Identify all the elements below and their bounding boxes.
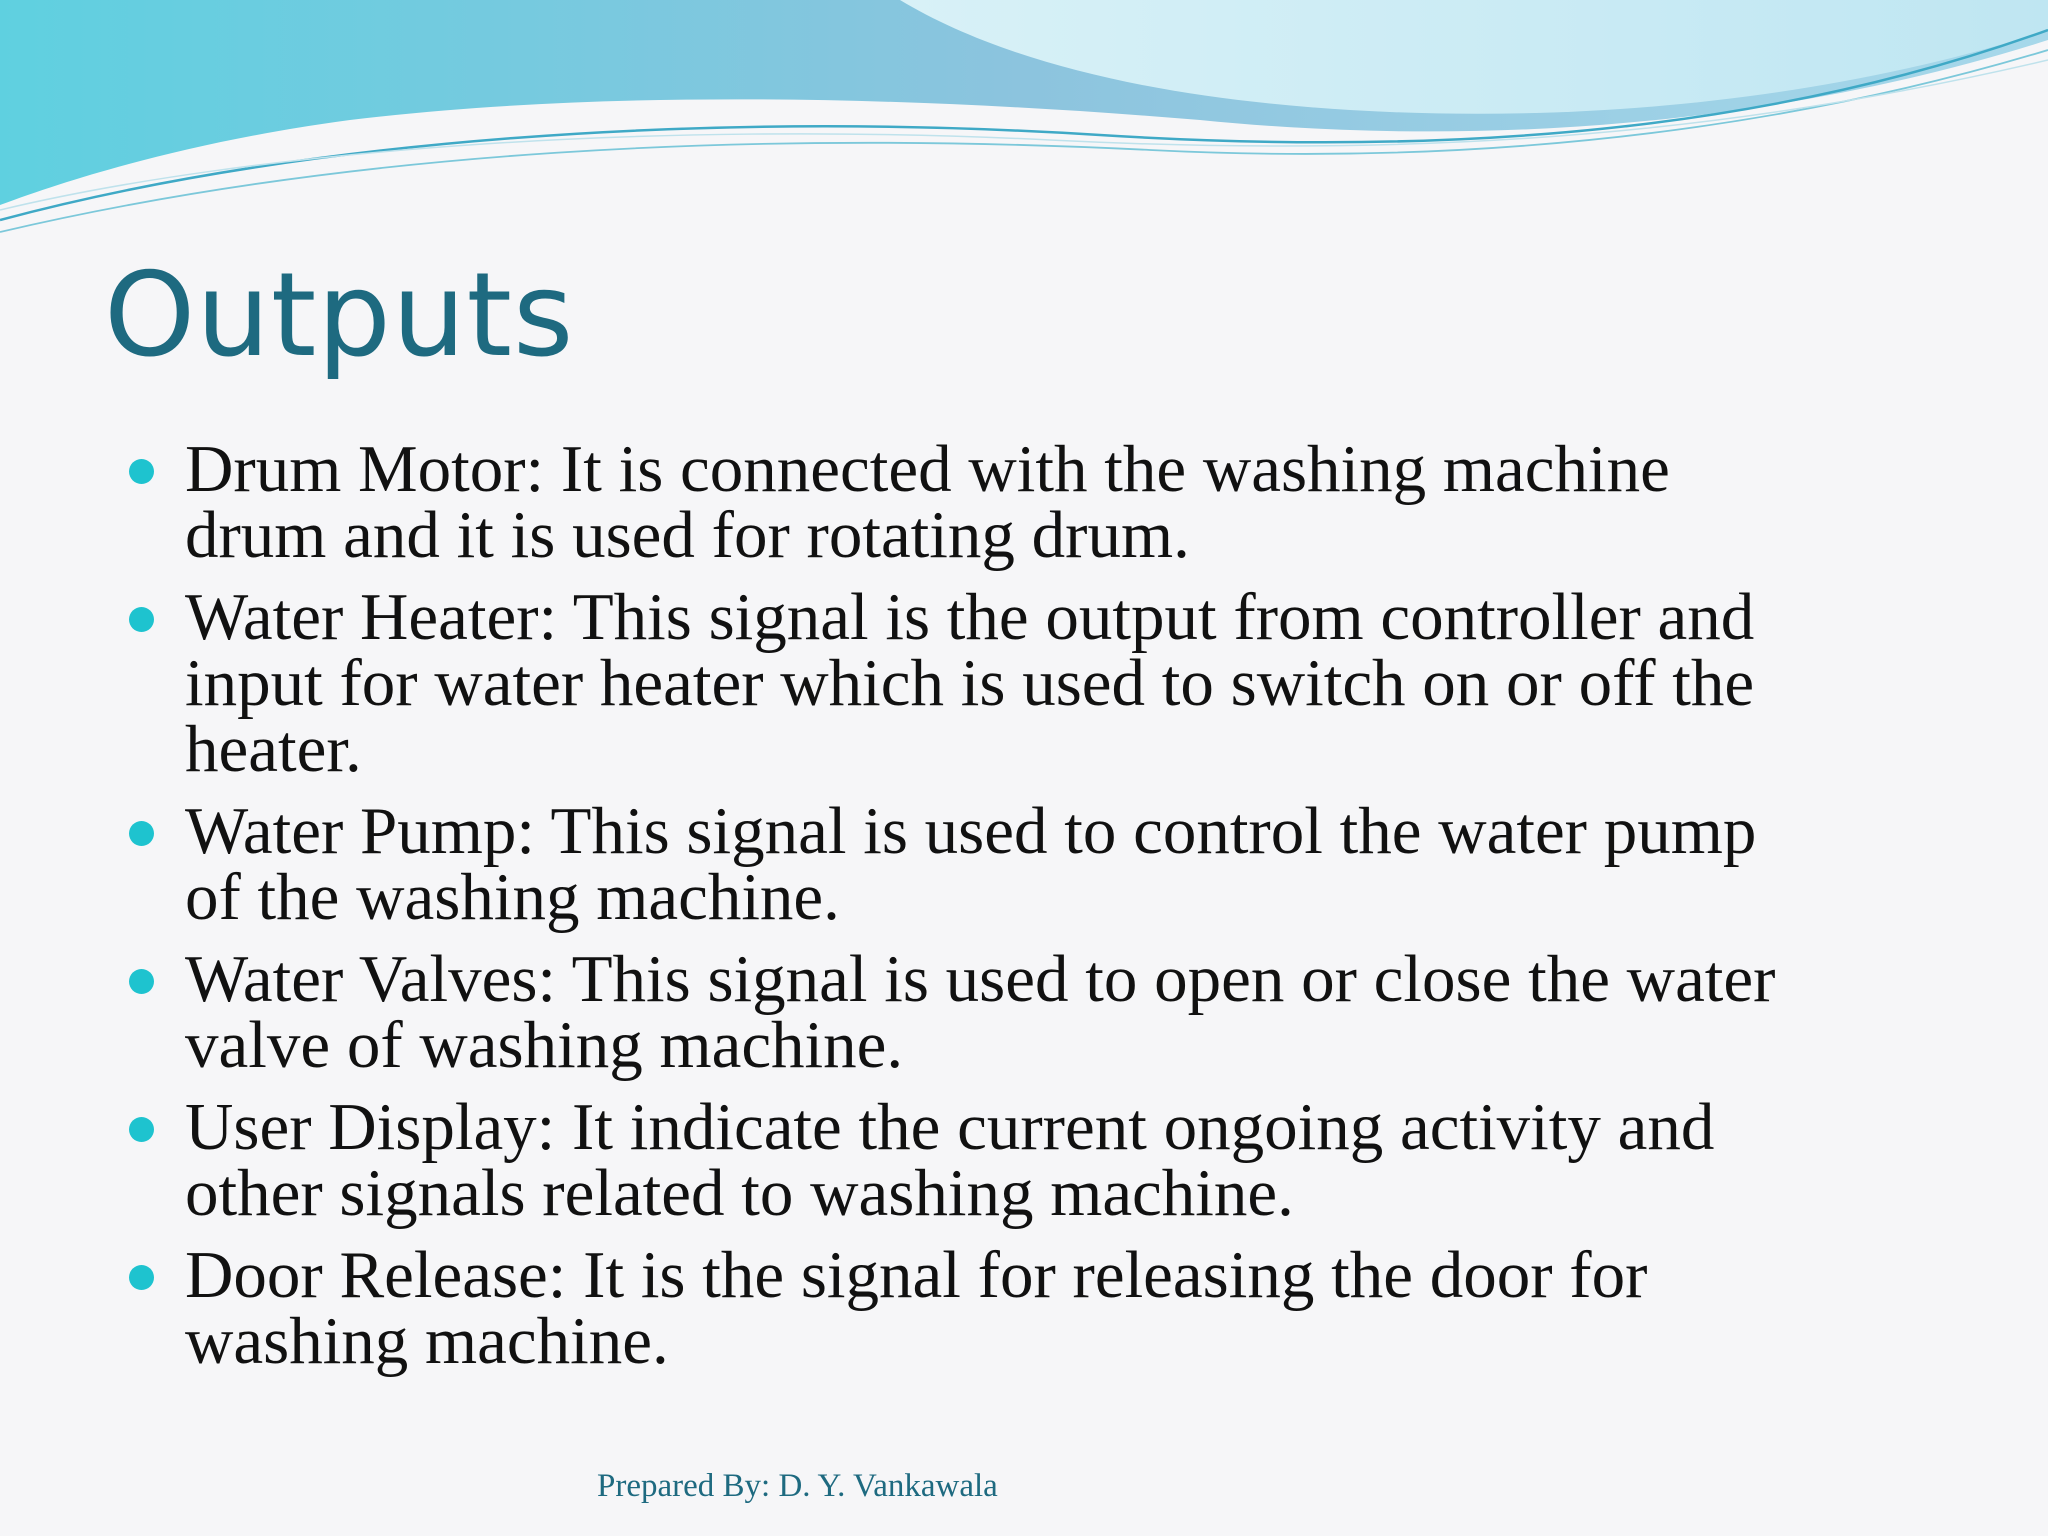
bullet-text: Drum Motor: It is connected with the washing machine drum and it is used for rotating drum.	[185, 432, 1670, 572]
bullet-item-door-release	[0, 1238, 2048, 1378]
bullet-text: Water Pump: This signal is used to control the water pump of the washing machine.	[185, 794, 1757, 934]
bullet-marker-icon	[129, 1265, 154, 1290]
bullet-marker-icon	[129, 969, 154, 994]
bullet-text: Water Heater: This signal is the output from controller and input for water heater which is used to switch on or off the heater.	[185, 580, 1755, 786]
bullet-item-water-valves	[0, 942, 2048, 1082]
bullet-item-water-pump	[0, 794, 2048, 934]
bullet-item-user-display	[0, 1090, 2048, 1230]
bullet-text: User Display: It indicate the current ongoing activity and other signals related to washing machine.	[185, 1090, 1715, 1230]
footer-author: Prepared By: D. Y. Vankawala	[597, 1468, 998, 1504]
bullet-marker-icon	[129, 821, 154, 846]
bullet-list	[0, 432, 2048, 1390]
bullet-text: Water Valves: This signal is used to open or close the water valve of washing machine.	[185, 942, 1776, 1082]
bullet-marker-icon	[129, 1117, 154, 1142]
bullet-marker-icon	[129, 607, 154, 632]
wave-header-decoration	[0, 0, 2048, 260]
bullet-text: Door Release: It is the signal for releasing the door for washing machine.	[185, 1238, 1648, 1378]
bullet-marker-icon	[129, 459, 154, 484]
bullet-item-drum-motor	[0, 432, 2048, 572]
bullet-item-water-heater	[0, 580, 2048, 786]
slide-title: Outputs	[104, 248, 575, 383]
